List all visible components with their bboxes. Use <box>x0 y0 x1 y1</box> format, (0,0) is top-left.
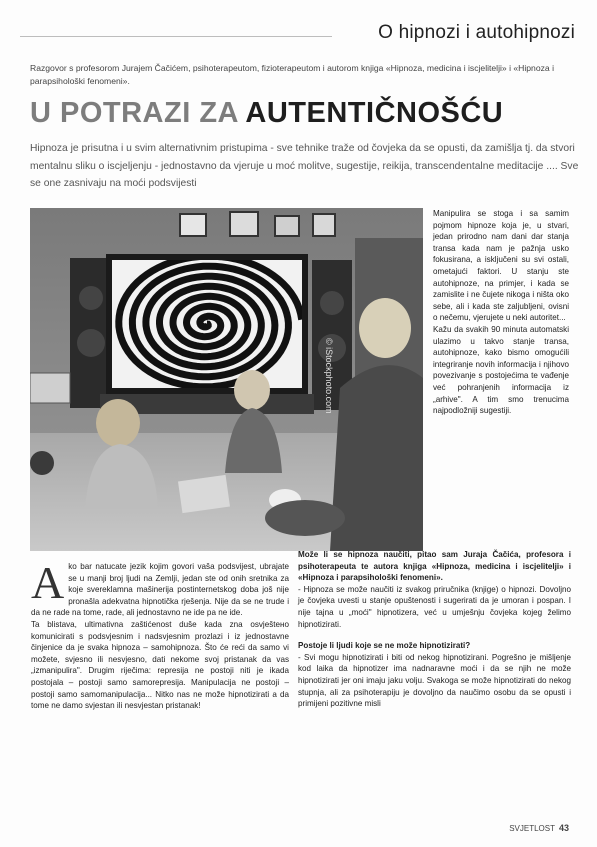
right-column-top <box>433 208 569 417</box>
section-title: O hipnozi i autohipnozi <box>378 22 575 43</box>
page-footer <box>509 823 569 833</box>
page-number: 43 <box>558 823 569 833</box>
magazine-name: SVJETLOST <box>509 824 555 833</box>
headline-light-part: U POTRAZI ZA <box>30 97 238 129</box>
photo-illustration <box>30 208 423 551</box>
interview-answer-2: - Svi mogu hipnotizirati i biti od nekog hipnotizirani. Pogrešno je mišljenje kod laika da hipnotizer ima nadnaravne moći i da se njih ne može hipnotizirati jer oni imaju jaku volju. Svakoga se može hipnotizirati do nekog stupnja, ali za psihoterapiju je dovoljno da naučimo osobu da se opusti i primijeni pozitivne misli <box>298 652 571 709</box>
hypnosis-spiral-photo <box>30 208 423 551</box>
photo-watermark: © iStockphoto.com <box>324 338 334 414</box>
article-headline <box>30 95 503 131</box>
interview-question-2: Postoje li ljudi koje se ne može hipnotizirati? <box>298 641 471 651</box>
interview-question-1: Može li se hipnoza naučiti, pitao sam Juraja Čačića, profesora i psihoterapeuta te autora knjiga «Hipnoza, medicina i iscjelitelji» i «Hipnoza i parapsihološki fenomeni». <box>298 550 571 583</box>
article-lede: Hipnoza je prisutna i u svim alternativnim pristupima - sve tehnike traže od čovjeka da se opusti, da zamišlja tj. da stvori mentalnu sliku o iscjeljenju - jednostavno da vjeruje u moć molitve, sugestije, reikija, transcendentalne meditacije .... Sve se one zasnivaju na moći podsvijesti <box>30 143 579 189</box>
left-paragraph-2: Ta blistava, ultimativna zaštićenost duše kada zna osvještено komunicirati s podsvjesnim i nadsvjesnim prozlazi i iz jednostavne činjenice da je svaka hipnoza – samohipnoza. Što će reći da samo vi možete, svjesno ili nesvjesno, dati nekome svoj pristanak da vas „izmanipulira". Drugim riječima: represija ne postoji niti je ikada postojala – postoji samo samorepresija. Manipulacija ne postoji – postoji samo samomanipulacija... Nitko nas ne može hipnotizirati a da tome ne damo svjestan ili nesvjestan pristanak! <box>31 619 289 711</box>
right-top-paragraph-2: Kažu da svakih 90 minuta automatski ulazimo u takvo stanje transa, autohipnoze, kako bismo omogućili integriranje novih informacija i njihovo povezivanje s postojećima te vađenje već pohranjenih informacija iz „arhive". A tim smo trenucima najpodložniji sugestiji. <box>433 324 569 416</box>
right-column-interview <box>298 549 571 710</box>
left-column <box>31 557 289 712</box>
left-paragraph-1: ko bar natucate jezik kojim govori vaša podsvijest, ubrajate se u manji broj ljudi na Zemlji, jedan ste od onih sretnika za koje svereklamna mašinerija postinternetskog doba još nije pronašla adekvatna hipnotička rješenja. Nije da se ne trude i da ne rade na tome, rade, ali jednostavno ne ide pa ne ide. <box>31 562 289 618</box>
headline-dark-part: AUTENTIČNOŠĆU <box>245 97 504 129</box>
interview-answer-1: - Hipnoza se može naučiti iz svakog priručnika (knjige) o hipnozi. Dovoljno je čovjeka uvesti u stanje opuštenosti i sugerirati da je umoran i pospan. I nije tajna u „moći" hipnotizera, već u umješnju čovjeka kojeg želimo hipnotizirati. <box>298 584 571 629</box>
section-rule <box>20 36 332 37</box>
right-top-paragraph-1: Manipulira se stoga i sa samim pojmom hipnoze koja je, u stvari, jedan prirodno nam dani dar stanja transa kada nam je pažnja usko fokusirana, a isključeni su svi ostali, ometajući faktori. U stanju ste autohipnoze, na primjer, i kada se zamislite i ne čujete nikoga i ništa oko sebe, ali i kada ste zaljubljeni, ovisni o nečemu, vjerujete u neki autoritet... <box>433 209 569 323</box>
drop-cap: A <box>31 557 65 608</box>
article-intro: Razgovor s profesorom Jurajem Čačićem, psihoterapeutom, fizioterapeutom i autorom knjiga «Hipnoza, medicina i iscjelitelji» i «Hipnoza i parapsihološki fenomeni». <box>30 63 554 86</box>
